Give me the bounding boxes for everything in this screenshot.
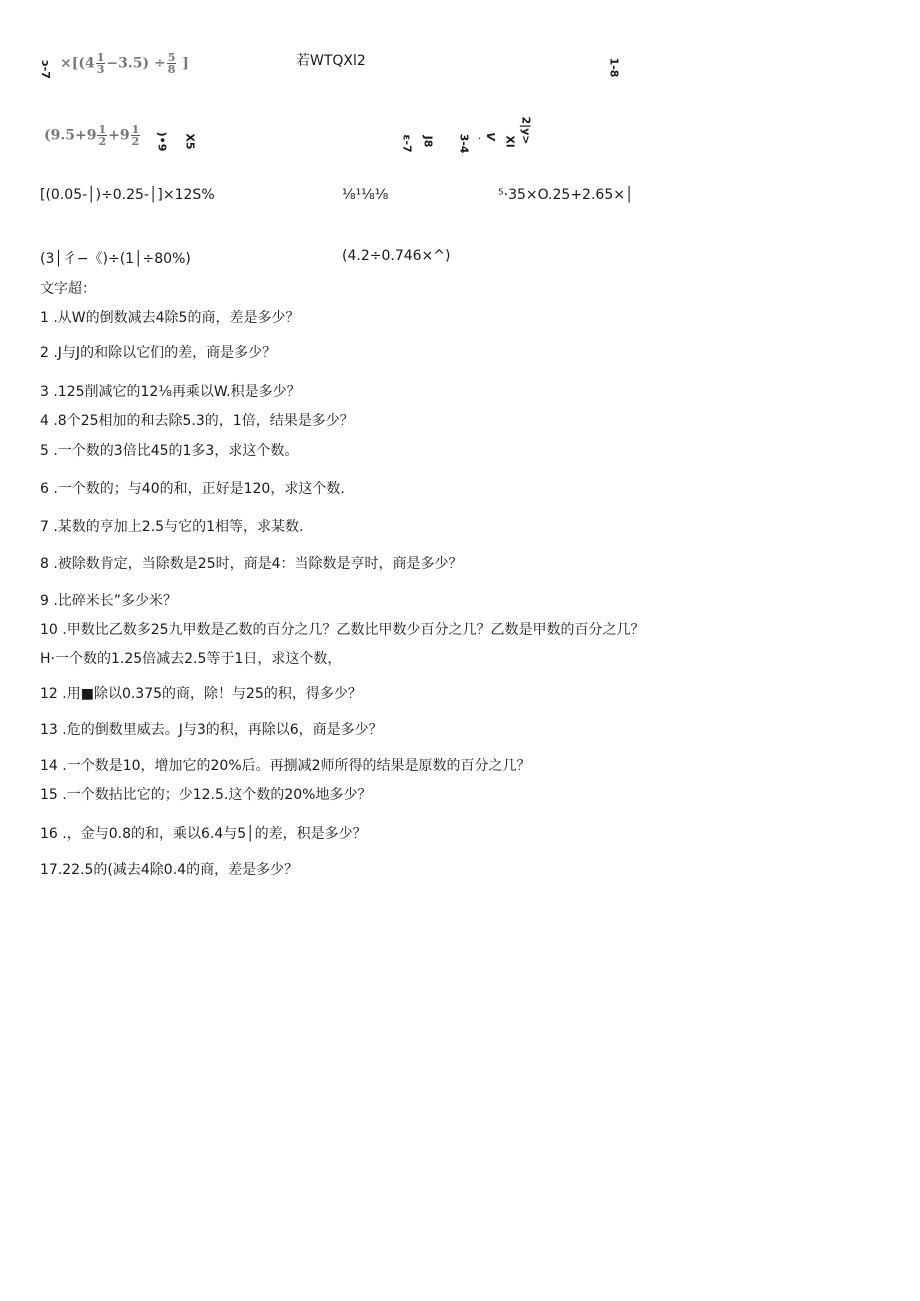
row2-rot-f: 3-4: [457, 133, 471, 154]
question-item: 16 .，金与0.8的和，乘以6.4与5│的差，积是多少？: [40, 826, 367, 842]
row3-expr2: ⅛¹⅛⅛: [342, 187, 389, 203]
question-item: 3 .125削减它的12⅛再乘以W.积是多少？: [40, 384, 301, 400]
row4-expr1: (3│彳−《)÷(1│÷80%): [40, 251, 191, 267]
row2-expr-a: (9.5+9: [44, 127, 97, 144]
row1-right-label: 1-8: [607, 57, 621, 78]
row1-center-text: 若WTQXl2: [296, 53, 366, 69]
question-item: 1 .从W的倒数减去4除5的商，差是多少？: [40, 310, 300, 326]
row2-expr-b: +9: [108, 127, 130, 144]
row1-rot-label: ɔ-7: [38, 60, 52, 79]
section-title: 文字超：: [40, 281, 96, 297]
question-item: 6 .一个数的；与40的和，正好是120，求这个数.: [40, 481, 345, 497]
row3-expr3: ⁵·35×O.25+2.65×│: [498, 187, 634, 203]
row1-frac2: $\frac{5}{8}$: [167, 51, 176, 76]
question-item: 7 .某数的亨加上2.5与它的1相等，求某数.: [40, 519, 304, 535]
row4-expr2: (4.2÷0.746×^): [342, 248, 451, 264]
question-item: 13 .危的倒数里威去。J与3的积，再除以6，商是多少？: [40, 722, 383, 738]
row3-expr1: [(0.05-│)÷0.25-│]×12S%: [40, 187, 215, 203]
row1-expr-mid: −3.5): [106, 55, 150, 72]
row1-expr-prefix: ×[(4: [60, 55, 95, 72]
row2-frac-b: $\frac{1}{2}$: [131, 123, 140, 148]
question-item: 5 .一个数的3倍比45的1多3，求这个数。: [40, 443, 299, 459]
row2-rot-b: )•9: [155, 131, 169, 152]
row2-rot-e: J8: [421, 135, 435, 148]
row2-small-y: 2|y>: [519, 116, 533, 145]
row1-frac1: $\frac{1}{3}$: [96, 51, 105, 76]
question-item: 9 .比碎米长”多少米？: [40, 593, 178, 609]
row1-op-div: ÷: [153, 55, 166, 72]
question-item: 8 .被除数肯定，当除数是25时，商是4：当除数是亨时，商是多少？: [40, 556, 463, 572]
row2-small-v: V: [483, 132, 497, 141]
row2-expression: [44, 124, 141, 147]
question-item: 10 .甲数比乙数多25九甲数是乙数的百分之几？乙数比甲数少百分之几？乙数是甲数的百分之几？: [40, 622, 645, 638]
row1-expression: [60, 52, 189, 75]
row2-rot-c: X5: [183, 133, 197, 150]
row2-frac-a: $\frac{1}{2}$: [98, 123, 107, 148]
question-item: 4 .8个25相加的和去除5.3的，1倍，结果是多少？: [40, 413, 354, 429]
row2-small-x: Xl: [503, 135, 517, 148]
row2-dot: ·: [478, 134, 482, 145]
question-item: 2 .J与J的和除以它们的差，商是多少？: [40, 345, 277, 361]
row1-expr-end: ]: [182, 55, 189, 72]
question-item: H·一个数的1.25倍减去2.5等于1日，求这个数，: [40, 651, 342, 667]
row2-rot-d: ɛ-7: [400, 134, 414, 153]
question-item: 12 .用■除以0.375的商，除！与25的积，得多少？: [40, 686, 362, 702]
question-item: 14 .一个数是10，增加它的20%后。再捌减2师所得的结果是原数的百分之几？: [40, 758, 531, 774]
question-item: 17.22.5的(减去4除0.4的商，差是多少？: [40, 862, 299, 878]
question-item: 15 .一个数拈比它的；少12.5.这个数的20%地多少？: [40, 787, 372, 803]
